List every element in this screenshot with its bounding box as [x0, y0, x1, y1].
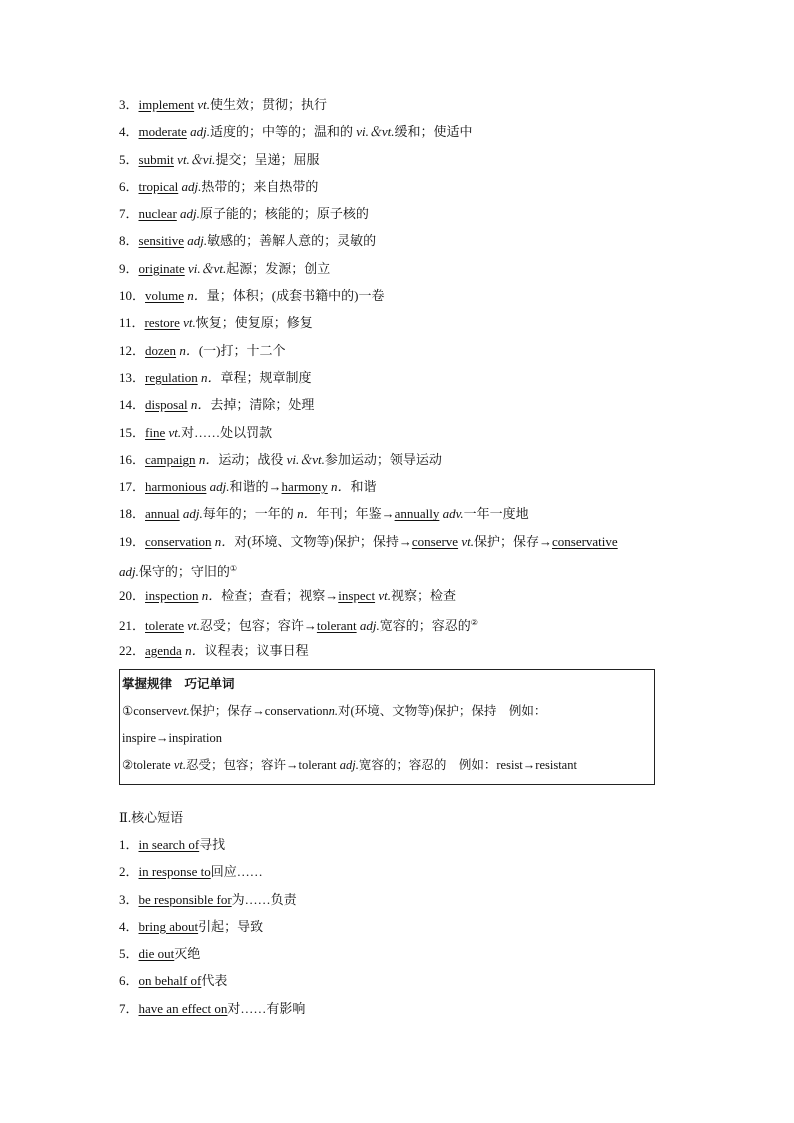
phrase-list: [119, 834, 679, 1025]
vocab-item: 14．disposal n．去掉；清除；处理: [119, 397, 315, 413]
memory-tip-title: 掌握规律 巧记单词: [122, 676, 235, 691]
vocab-item: 22．agenda n．议程表；议事日程: [119, 642, 309, 658]
phrase-item: 2．in response to回应……: [119, 864, 263, 880]
vocab-item: 7．nuclear adj.原子能的；核能的；原子核的: [119, 206, 369, 222]
memory-tip-rule-2: ②tolerate vt.忍受；包容；容许→tolerant adj.宽容的；容忍的 例如：resist→resistant: [122, 757, 577, 772]
vocab-item: 8．sensitive adj.敏感的；善解人意的；灵敏的: [119, 233, 377, 249]
phrase-item: 7．have an effect on对……有影响: [119, 1000, 306, 1016]
phrase-item: 6．on behalf of代表: [119, 973, 228, 989]
vocab-item: 13．regulation n．章程；规章制度: [119, 369, 312, 385]
footnote-marker: ②: [470, 618, 478, 628]
vocab-item-continuation: adj.保守的；守旧的①: [119, 564, 238, 580]
phrase-item: 1．in search of寻找: [119, 836, 226, 852]
vocab-item: 12．dozen n．(一)打；十二个: [119, 342, 286, 358]
section-title: Ⅱ.核心短语: [119, 809, 184, 825]
vocab-item: 4．moderate adj.适度的；中等的；温和的 vi.＆vt.缓和；使适中: [119, 124, 473, 140]
vocab-item: 16．campaign n．运动；战役 vi.＆vt.参加运动；领导运动: [119, 451, 442, 467]
vocab-item: 15．fine vt.对……处以罚款: [119, 424, 273, 440]
vocab-item: 19．conservation n．对(环境、文物等)保护；保持→conserve vt.保护；保存→conservative: [119, 533, 618, 549]
vocab-item: 18．annual adj.每年的；一年的 n．年刊；年鉴→annually adv.一年一度地: [119, 506, 529, 522]
memory-tip-rule-1: ①conservevt.保护；保存→conservationn.对(环境、文物等)保护；保持 例如：: [122, 703, 547, 718]
phrase-item: 4．bring about引起；导致: [119, 918, 264, 934]
footnote-marker: ①: [229, 564, 238, 574]
vocab-item: 10．volume n．量；体积；(成套书籍中的)一卷: [119, 288, 385, 304]
vocab-item: 11．restore vt.恢复；使复原；修复: [119, 315, 313, 331]
vocab-item: 6．tropical adj.热带的；来自热带的: [119, 178, 319, 194]
vocab-list: [119, 94, 679, 476]
memory-tip-example-1: inspire→inspiration: [122, 730, 222, 745]
vocab-item: 3．implement vt.使生效；贯彻；执行: [119, 97, 328, 112]
phrase-item: 5．die out灭绝: [119, 946, 201, 962]
document-page: [119, 94, 679, 1025]
vocab-item: 5．submit vt.＆vi.提交；呈递；屈服: [119, 151, 320, 167]
vocab-item: 21．tolerate vt.忍受；包容；容许→tolerant adj.宽容的；容忍的②: [119, 618, 478, 634]
vocab-item: 9．originate vi.＆vt.起源；发源；创立: [119, 260, 331, 276]
phrase-item: 3．be responsible for为……负责: [119, 891, 297, 907]
vocab-item: 17．harmonious adj.和谐的→harmony n．和谐: [119, 479, 377, 495]
vocab-item: 20．inspection n．检查；查看；视察→inspect vt.视察；检查: [119, 588, 456, 604]
memory-tip-box: [119, 669, 655, 785]
